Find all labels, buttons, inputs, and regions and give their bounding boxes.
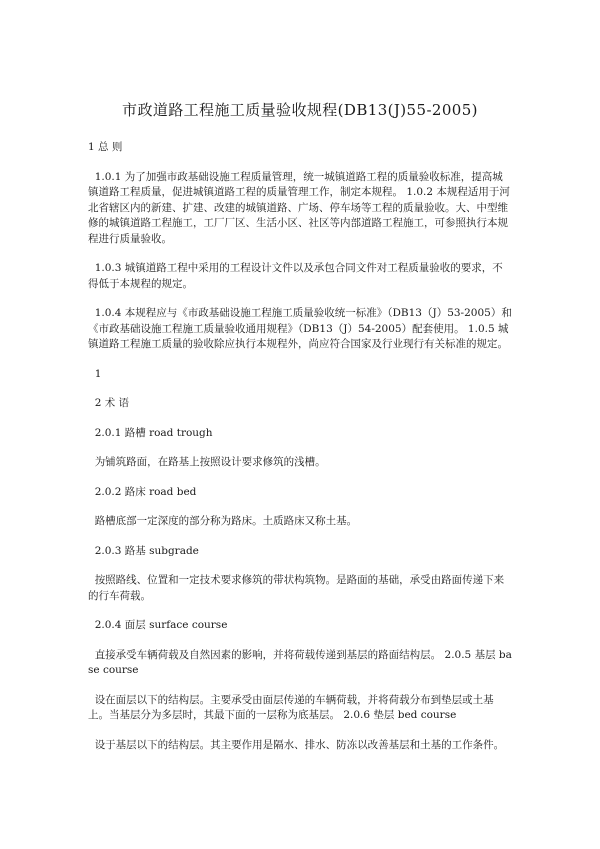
paragraph: 设于基层以下的结构层。其主要作用是隔水、排水、防冻以改善基层和土基的工作条件。: [88, 738, 505, 751]
paragraph: 1: [88, 367, 102, 380]
paragraph: 直接承受车辆荷载及自然因素的影响，并将荷载传递到基层的路面结构层。 2.0.5 基层 base course: [88, 648, 512, 676]
paragraph: 路槽底部一定深度的部分称为路床。土质路床又称土基。: [88, 515, 358, 527]
paragraph: 1.0.3 城镇道路工程中采用的工程设计文件以及承包合同文件对工程质量验收的要求，不得低于本规程的规定。: [88, 262, 503, 290]
paragraph: 设在面层以下的结构层。主要承受由面层传递的车辆荷载，并将荷载分布到垫层或土基上。当基层分为多层时，其最下面的一层称为底基层。 2.0.6 垫层 bed course: [88, 693, 494, 721]
paragraph: 1.0.4 本规程应与《市政基础设施工程施工质量验收统一标准》（DB13（J）53-2005）和《市政基础设施工程施工质量验收通用规程》（DB13（J）54-2005）配套使用。 1.0.5 城镇道路工程施工质量的验收除应执行本规程外，尚应符合国家及行业现行有关标准的规定。: [88, 307, 512, 350]
section-heading: 1 总 则: [88, 141, 123, 153]
document-body: [88, 140, 512, 753]
paragraph: 2.0.4 面层 surface course: [88, 619, 228, 631]
paragraph: 2.0.3 路基 subgrade: [88, 544, 199, 557]
paragraph: 1.0.1 为了加强市政基础设施工程质量管理，统一城镇道路工程的质量验收标准，提高城镇道路工程质量，促进城镇道路工程的质量管理工作，制定本规程。 1.0.2 本规程适用于河北省辖区内的新建、扩建、改建的城镇道路、广场、停车场等工程的质量验收。大、中型维修的城镇道路工程施工，工厂厂区、生活小区、社区等内部道路工程施工，可参照执行本规程进行质量验收。: [88, 170, 510, 245]
paragraph: 2.0.2 路床 road bed: [88, 485, 197, 498]
paragraph: 为铺筑路面，在路基上按照设计要求修筑的浅槽。: [88, 456, 326, 468]
paragraph: 2.0.1 路槽 road trough: [88, 426, 213, 439]
paragraph: 2 术 语: [88, 397, 130, 409]
document-title: 市政道路工程施工质量验收规程(DB13(J)55-2005): [122, 101, 478, 119]
paragraph: 按照路线、位置和一定技术要求修筑的带状构筑物。是路面的基础，承受由路面传递下来的行车荷载。: [88, 574, 505, 602]
